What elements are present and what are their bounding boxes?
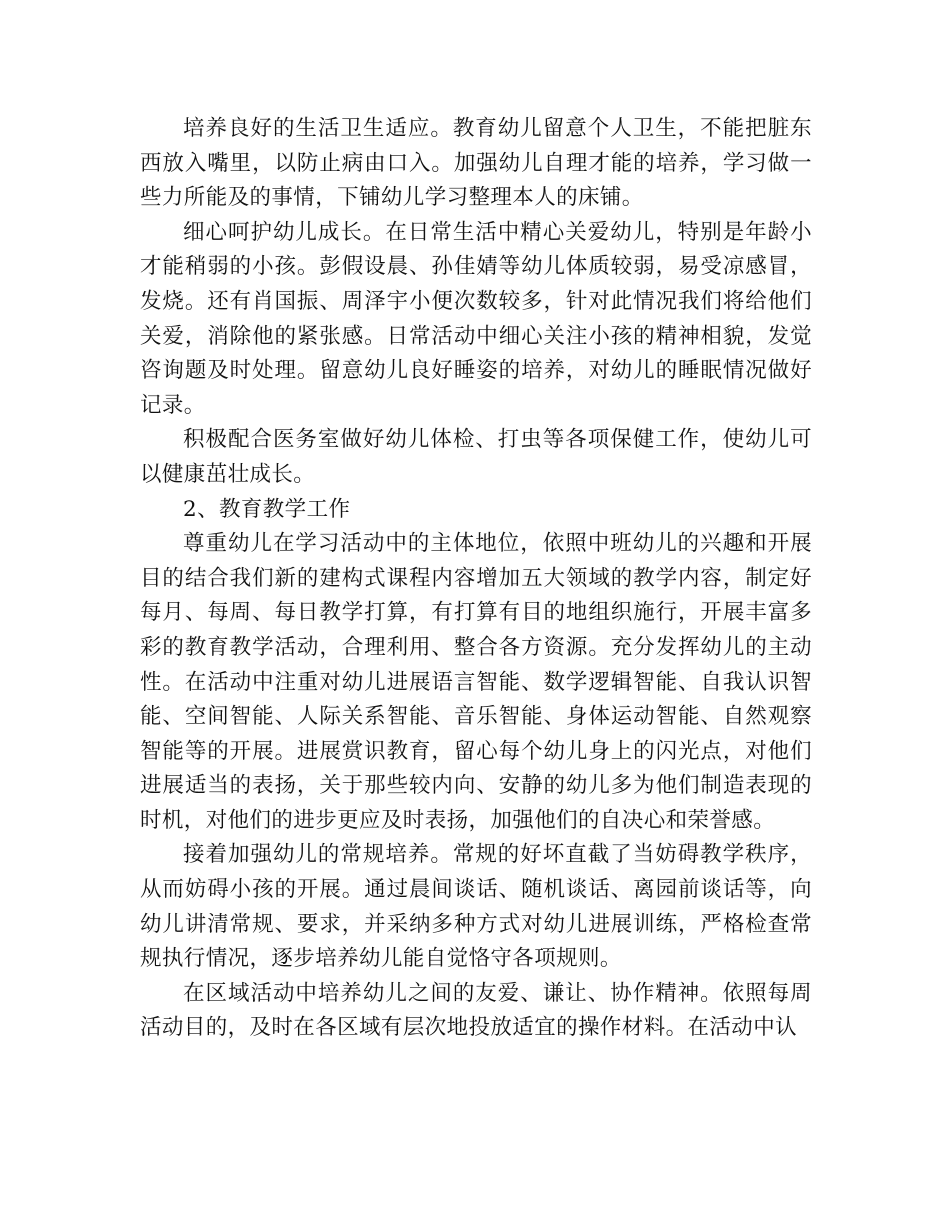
document-body	[140, 112, 812, 1046]
paragraph-area-activities: 在区域活动中培养幼儿之间的友爱、谦让、协作精神。依照每周活动目的，及时在各区域有层次地投放适宜的操作材料。在活动中认	[140, 980, 812, 1041]
paragraph-hygiene-habits: 培养良好的生活卫生适应。教育幼儿留意个人卫生，不能把脏东西放入嘴里，以防止病由口入。加强幼儿自理才能的培养，学习做一些力所能及的事情，下铺幼儿学习整理本人的床铺。	[140, 116, 812, 211]
paragraph-routine-training: 接着加强幼儿的常规培养。常规的好坏直截了当妨碍教学秩序，从而妨碍小孩的开展。通过晨间谈话、随机谈话、离园前谈话等，向幼儿讲清常规、要求，并采纳多种方式对幼儿进展训练，严格检查常规执行情况，逐步培养幼儿能自觉恪守各项规则。	[140, 842, 812, 972]
paragraph-care-growth: 细心呵护幼儿成长。在日常生活中精心关爱幼儿，特别是年龄小才能稍弱的小孩。彭假设晨、孙佳婧等幼儿体质较弱，易受凉感冒，发烧。还有肖国振、周泽宇小便次数较多，针对此情况我们将给他们关爱，消除他的紧张感。日常活动中细心关注小孩的精神相貌，发觉咨询题及时处理。留意幼儿良好睡姿的培养，对幼儿的睡眠情况做好记录。	[140, 219, 812, 418]
paragraph-teaching-activities: 尊重幼儿在学习活动中的主体地位，依照中班幼儿的兴趣和开展目的结合我们新的建构式课程内容增加五大领域的教学内容，制定好每月、每周、每日教学打算，有打算有目的地组织施行，开展丰富多彩的教育教学活动，合理利用、整合各方资源。充分发挥幼儿的主动性。在活动中注重对幼儿进展语言智能、数学逻辑智能、自我认识智能、空间智能、人际关系智能、音乐智能、身体运动智能、自然观察智能等的开展。进展赏识教育，留心每个幼儿身上的闪光点，对他们进展适当的表扬，关于那些较内向、安静的幼儿多为他们制造表现的时机，对他们的进步更应及时表扬，加强他们的自决心和荣誉感。	[140, 531, 812, 833]
paragraph-health-checkup: 积极配合医务室做好幼儿体检、打虫等各项保健工作，使幼儿可以健康茁壮成长。	[140, 427, 812, 487]
section-heading-teaching: 2、教育教学工作	[183, 496, 351, 522]
